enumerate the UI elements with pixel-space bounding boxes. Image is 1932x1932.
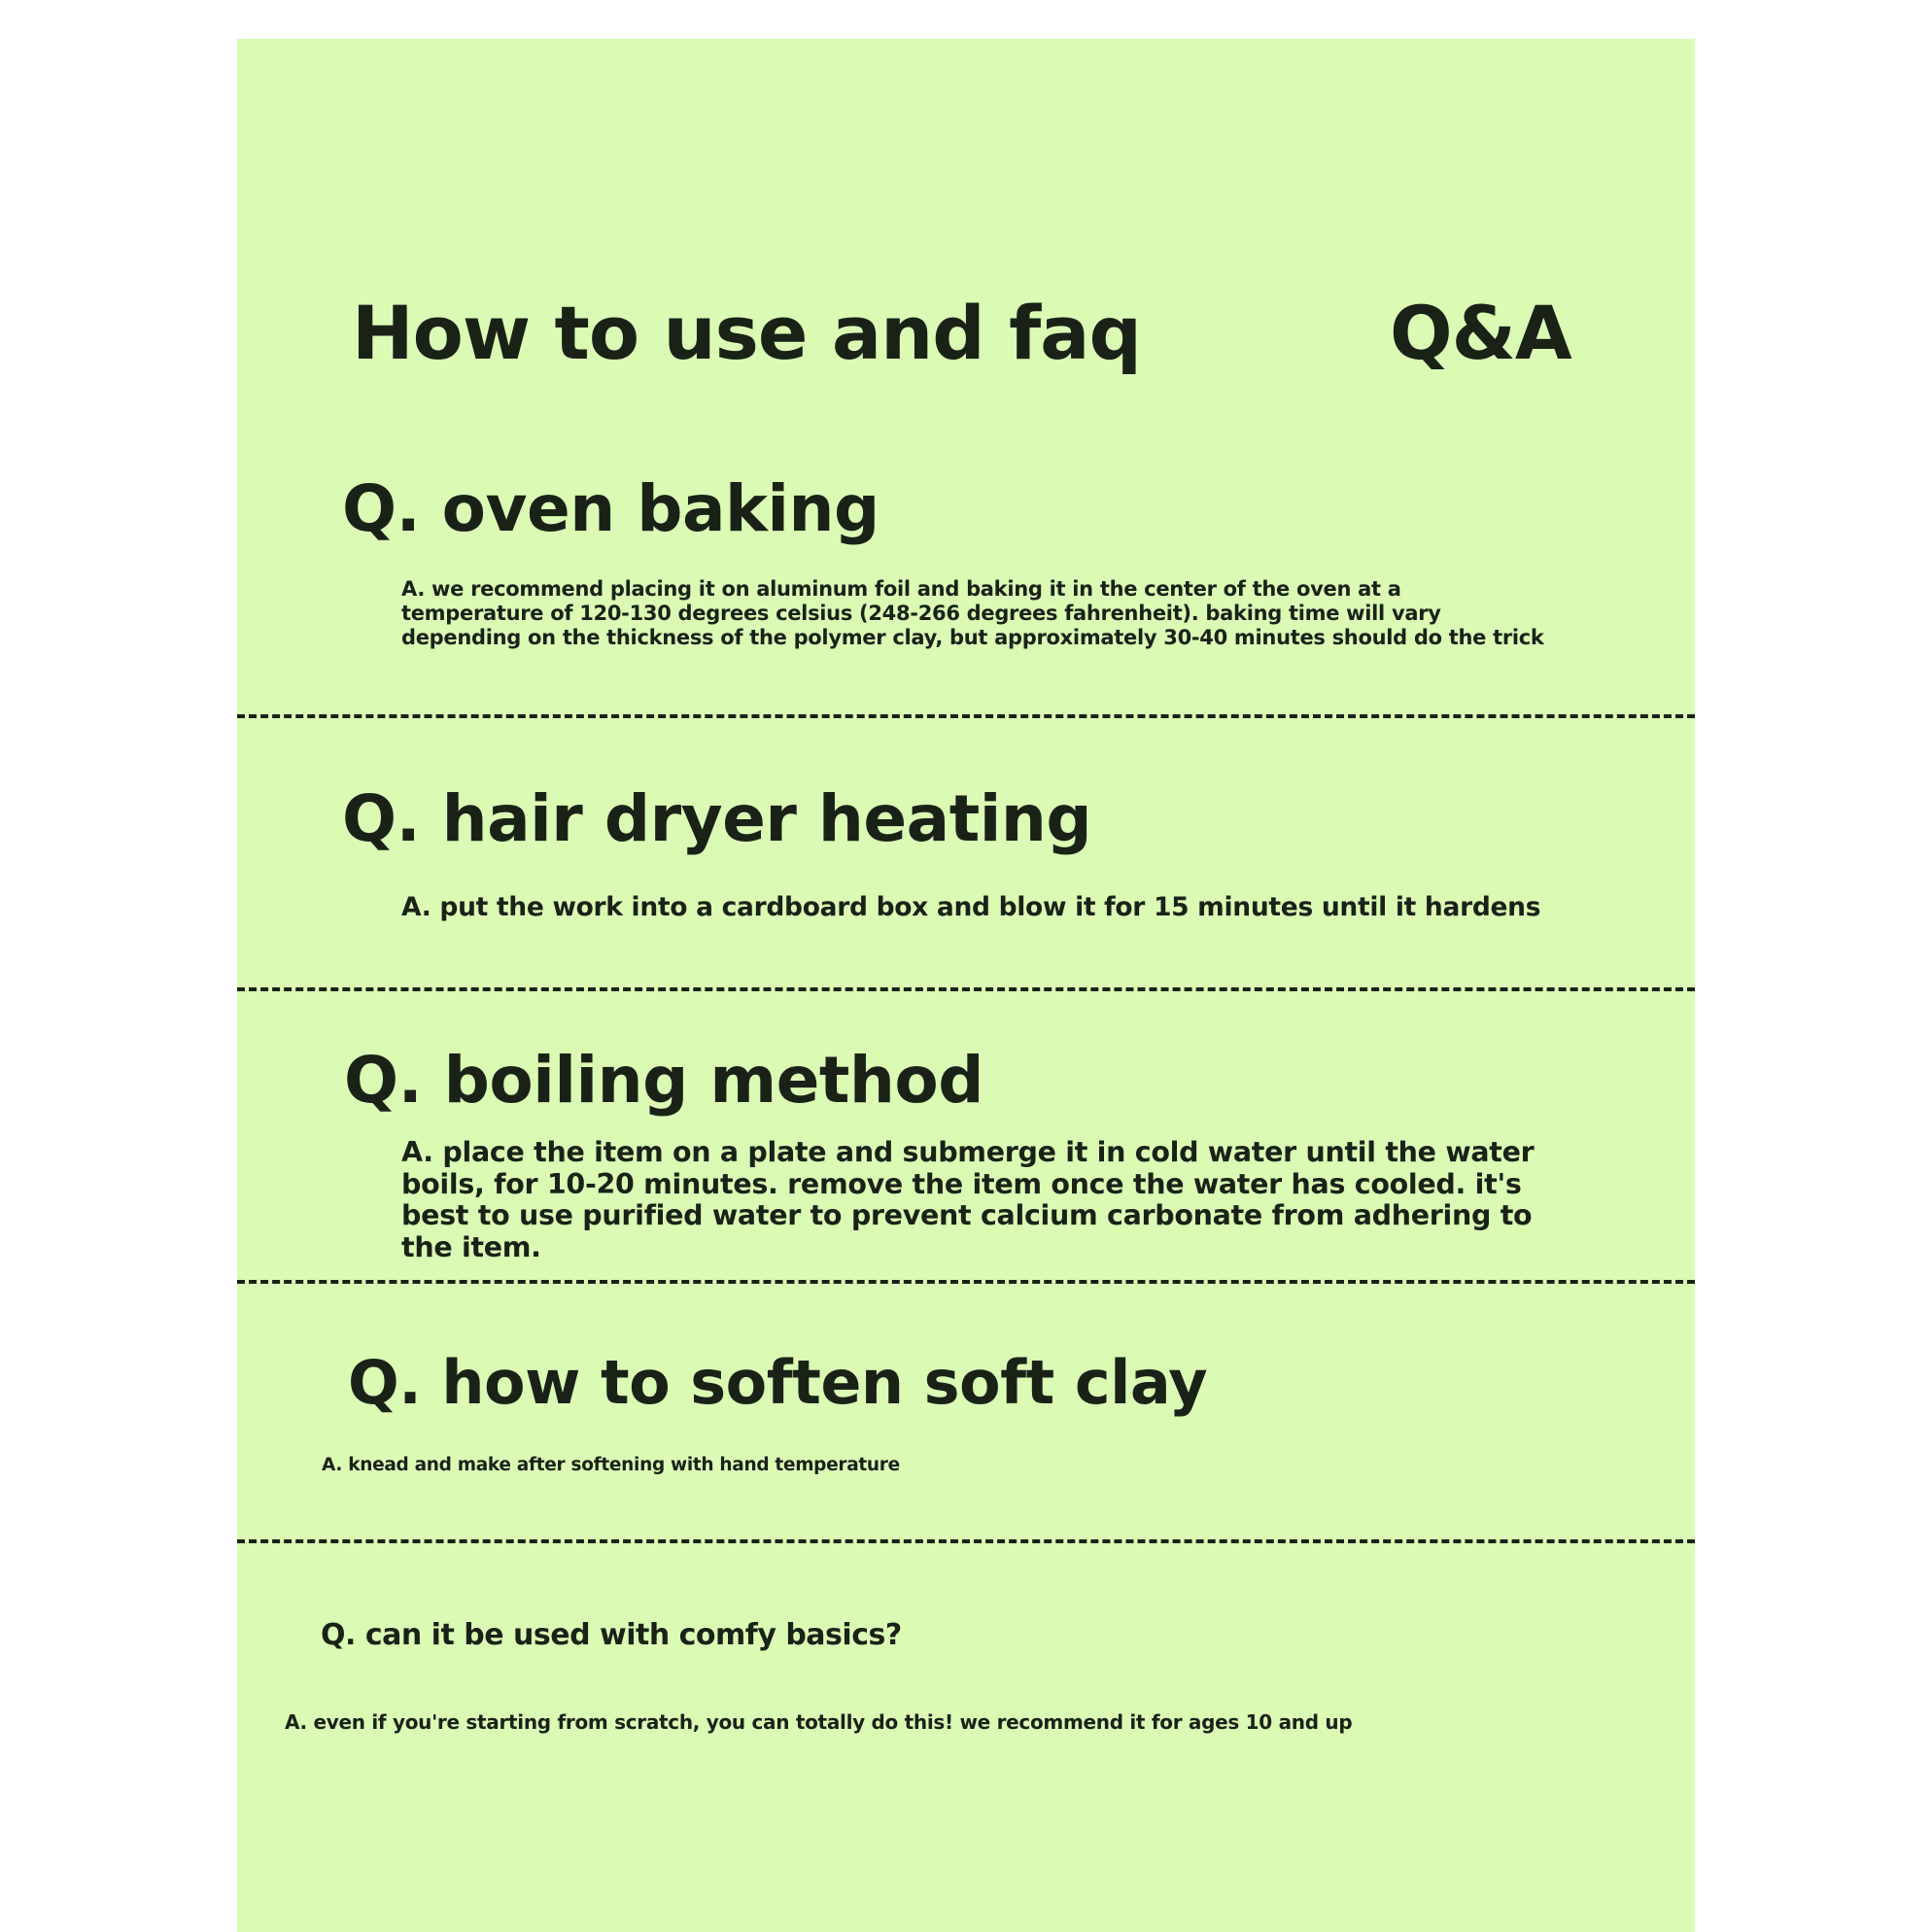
qa-badge: Q&A [1390, 290, 1571, 376]
faq-question-oven-baking: Q. oven baking [342, 471, 880, 546]
faq-question-soften-clay: Q. how to soften soft clay [348, 1347, 1208, 1418]
faq-answer-hair-dryer: A. put the work into a cardboard box and blow it for 15 minutes until it hardens [401, 892, 1541, 922]
faq-answer-comfy-basics: A. even if you're starting from scratch, you can totally do this! we recommend it for ages 10 and up [285, 1710, 1353, 1734]
section-divider [237, 1539, 1695, 1543]
faq-answer-boiling: A. place the item on a plate and submerge it in cold water until the water boils, for 10-20 minutes. remove the item once the water has cooled. it's best to use purified water to prevent calcium carbonate from adhering to the item. [401, 1136, 1535, 1263]
page-title: How to use and faq [352, 290, 1141, 376]
faq-answer-soften-clay: A. knead and make after softening with hand temperature [322, 1455, 900, 1475]
section-divider [237, 714, 1695, 718]
faq-question-boiling: Q. boiling method [344, 1043, 983, 1118]
section-divider [237, 987, 1695, 991]
faq-answer-oven-baking: A. we recommend placing it on aluminum foil and baking it in the center of the oven at a temperature of 120-130 degrees celsius (248-266 degrees fahrenheit). baking time will vary depending on the thickness of the polymer clay, but approximately 30-40 minutes should do the trick [401, 577, 1544, 649]
section-divider [237, 1280, 1695, 1284]
faq-question-hair-dryer: Q. hair dryer heating [342, 781, 1092, 856]
faq-question-comfy-basics: Q. can it be used with comfy basics? [321, 1618, 902, 1652]
